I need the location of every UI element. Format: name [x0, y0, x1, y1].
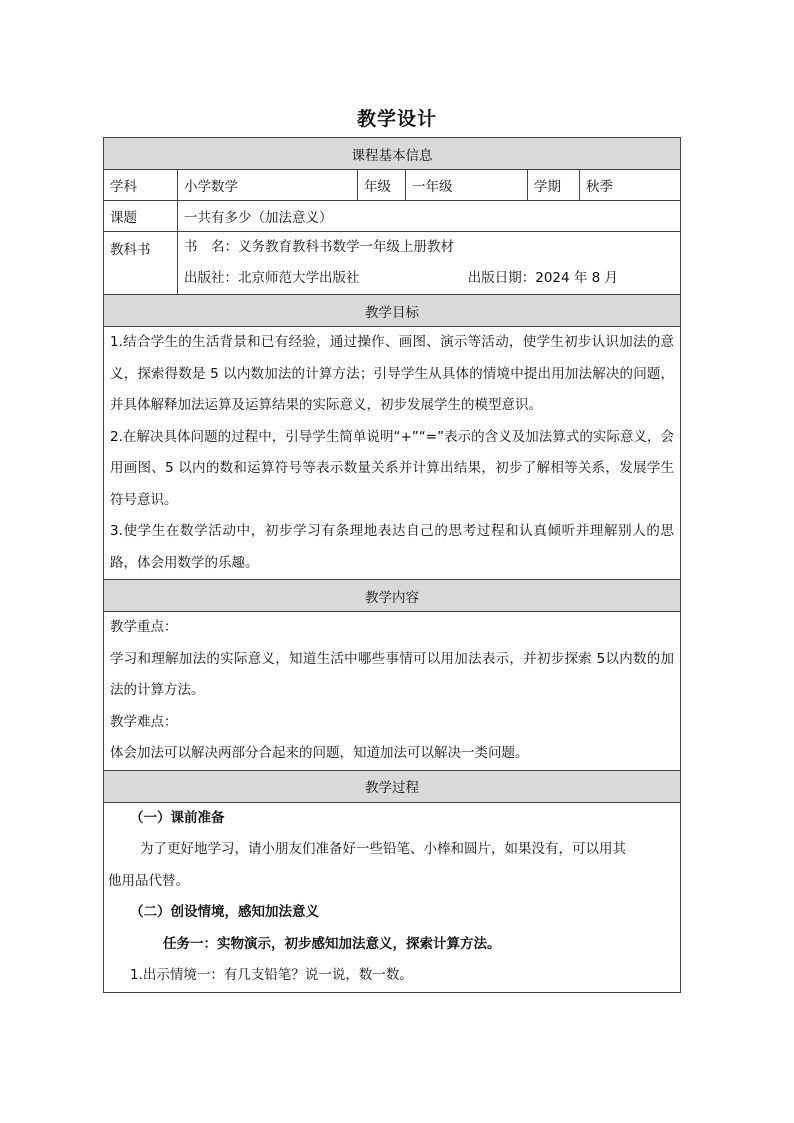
process-body	[104, 802, 681, 992]
publisher-line	[184, 263, 674, 294]
textbook-label: 教科书	[104, 232, 178, 295]
book-name: 书 名：义务教育教科书数学一年级上册教材	[184, 239, 454, 255]
key-point-text: 学习和理解加法的实际意义，知道生活中哪些事情可以用加法表示，并初步探索 5以内数的加法的计算方法。	[110, 650, 675, 698]
goals-header-row	[104, 295, 681, 327]
topic-row	[104, 201, 681, 232]
subject-row	[104, 170, 681, 201]
basic-info-header: 课程基本信息	[104, 138, 681, 170]
term-label: 学期	[528, 170, 580, 201]
goals-header: 教学目标	[104, 295, 681, 327]
goal-item: 1.结合学生的生活背景和已有经验，通过操作、画图、演示等活动，使学生初步认识加法的意义，探索得数是 5 以内数加法的计算方法；引导学生从具体的情境中提出用加法解决的问题，并具体解释加法运算及运算结果的实际意义，初步发展学生的模型意识。	[110, 334, 675, 413]
step1-text: 为了更好地学习，请小朋友们准备好一些铅笔、小棒和圆片，如果没有，可以用其	[140, 841, 626, 857]
basic-info-header-row	[104, 138, 681, 170]
step2-title: （二）创设情境，感知加法意义	[130, 904, 319, 920]
goal-item: 3.使学生在数学活动中，初步学习有条理地表达自己的思考过程和认真倾听并理解别人的思路，体会用数学的乐趣。	[110, 523, 675, 571]
content-header: 教学内容	[104, 580, 681, 612]
subject-label: 学科	[104, 170, 178, 201]
step1-title: （一）课前准备	[130, 809, 225, 826]
content-row	[104, 612, 681, 771]
process-header: 教学过程	[104, 770, 681, 802]
goal-item: 2.在解决具体问题的过程中，引导学生简单说明“+”“=”表示的含义及加法算式的实际意义，会用画图、5 以内的数和运算符号等表示数量关系并计算出结果，初步了解相等关系，发展学生符号意识。	[110, 428, 675, 508]
lesson-plan-table	[103, 137, 681, 993]
task1-title: 任务一：实物演示，初步感知加法意义，探索计算方法。	[163, 935, 501, 952]
grade-label: 年级	[358, 170, 406, 201]
textbook-info	[178, 232, 681, 295]
publisher: 出版社：北京师范大学出版社	[184, 270, 360, 286]
goals-row	[104, 327, 681, 580]
difficulty-label: 教学难点：	[110, 713, 178, 730]
subject-value: 小学数学	[178, 170, 358, 201]
grade-value: 一年级	[406, 170, 528, 201]
process-row	[104, 802, 681, 992]
topic-label: 课题	[104, 201, 178, 232]
process-header-row	[104, 770, 681, 802]
document-title: 教学设计	[356, 108, 437, 130]
publish-date: 出版日期：2024 年 8 月	[467, 270, 619, 286]
process-item: 1.出示情境一：有几支铅笔？说一说，数一数。	[130, 967, 413, 983]
key-point-label: 教学重点：	[110, 619, 178, 635]
textbook-row	[104, 232, 681, 295]
step1-text-continued: 他用品代替。	[108, 872, 189, 889]
term-value: 秋季	[580, 170, 681, 201]
difficulty-text: 体会加法可以解决两部分合起来的问题，知道加法可以解决一类问题。	[110, 745, 529, 761]
topic-value: 一共有多少（加法意义）	[178, 201, 681, 232]
content-body	[104, 612, 681, 771]
content-header-row	[104, 580, 681, 612]
goals-body	[104, 327, 681, 580]
